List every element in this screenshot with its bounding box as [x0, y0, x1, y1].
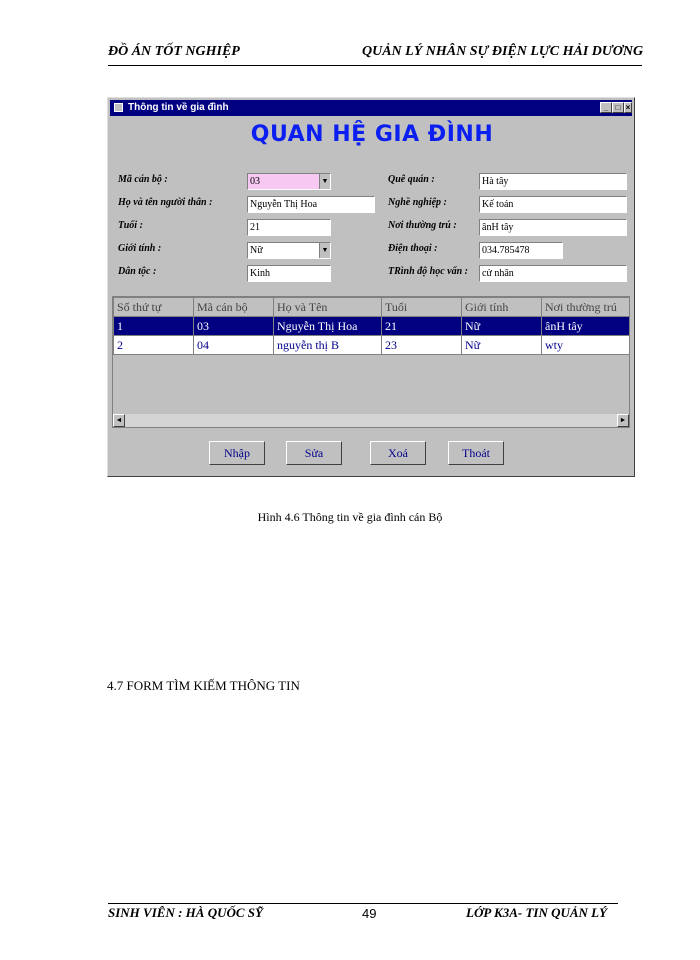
grid-header-row [114, 298, 630, 317]
ho-ten-nguoi-than-input[interactable]: Nguyễn Thị Hoa [247, 196, 375, 213]
footer-right: LỚP K3A- TIN QUẢN LÝ [466, 905, 608, 920]
nghe-nghiep-input[interactable]: Kế toán [479, 196, 627, 213]
header-left: ĐỒ ÁN TỐT NGHIỆP [108, 44, 240, 59]
ma-can-bo-combo[interactable] [247, 173, 331, 190]
grid-cell[interactable]: ânH tây [542, 317, 630, 336]
maximize-button[interactable]: □ [612, 102, 624, 113]
app-icon [114, 103, 123, 112]
scroll-right-icon[interactable]: ► [617, 414, 629, 427]
header-rule [108, 65, 642, 66]
label-tuoi: Tuổi : [118, 220, 143, 231]
grid-cell[interactable]: 2 [114, 336, 194, 355]
label-nghe-nghiep: Nghề nghiệp : [388, 197, 447, 208]
window-titlebar[interactable] [110, 100, 632, 116]
tuoi-input[interactable]: 21 [247, 219, 331, 236]
dien-thoai-input[interactable]: 034.785478 [479, 242, 563, 259]
horizontal-scrollbar[interactable] [113, 414, 629, 427]
figure-caption: Hình 4.6 Thông tin về gia đình cán Bộ [257, 510, 443, 524]
col-header[interactable]: Tuổi [382, 298, 462, 317]
grid-cell[interactable]: 1 [114, 317, 194, 336]
section-heading: 4.7 FORM TÌM KIẾM THÔNG TIN [107, 678, 300, 693]
grid-cell[interactable]: wty [542, 336, 630, 355]
grid-cell[interactable]: Nguyễn Thị Hoa [274, 317, 382, 336]
grid-table [113, 297, 630, 355]
label-gioi-tinh: Giới tính : [118, 243, 162, 254]
footer-rule [108, 903, 618, 904]
trinh-do-hoc-van-input[interactable]: cử nhân [479, 265, 627, 282]
grid-cell[interactable]: Nữ [462, 317, 542, 336]
grid-cell[interactable]: 23 [382, 336, 462, 355]
scroll-left-icon[interactable]: ◄ [113, 414, 125, 427]
sua-button[interactable]: Sửa [286, 441, 342, 465]
noi-thuong-tru-input[interactable]: ânH tây [479, 219, 627, 236]
col-header[interactable]: Giới tính [462, 298, 542, 317]
label-dien-thoai: Điện thoại : [388, 243, 438, 254]
col-header[interactable]: Mã cán bộ [194, 298, 274, 317]
close-button[interactable]: × [625, 103, 631, 112]
chevron-down-icon[interactable]: ▼ [319, 243, 330, 258]
col-header[interactable]: Số thứ tự [114, 298, 194, 317]
minimize-button[interactable]: _ [600, 102, 612, 113]
ma-can-bo-value: 03 [250, 176, 260, 187]
footer-left: SINH VIÊN : HÀ QUỐC SỸ [108, 905, 263, 920]
page-number: 49 [362, 906, 377, 921]
que-quan-input[interactable]: Hà tây [479, 173, 627, 190]
xoa-button[interactable]: Xoá [370, 441, 426, 465]
nhap-button[interactable]: Nhập [209, 441, 265, 465]
table-row[interactable] [114, 317, 630, 336]
thoat-button[interactable]: Thoát [448, 441, 504, 465]
grid-cell[interactable]: Nữ [462, 336, 542, 355]
label-que-quan: Quê quán : [388, 174, 435, 185]
dan-toc-input[interactable]: Kinh [247, 265, 331, 282]
label-dan-toc: Dân tộc : [118, 266, 157, 277]
window-title: Thông tin về gia đình [128, 102, 229, 113]
family-info-window [107, 97, 635, 477]
chevron-down-icon[interactable]: ▼ [319, 174, 330, 189]
table-row[interactable] [114, 336, 630, 355]
gioi-tinh-value: Nữ [250, 245, 263, 256]
gioi-tinh-combo[interactable] [247, 242, 331, 259]
grid-cell[interactable]: 03 [194, 317, 274, 336]
header-right: QUẢN LÝ NHÂN SỰ ĐIỆN LỰC HẢI DƯƠNG [362, 44, 644, 59]
col-header[interactable]: Họ và Tên [274, 298, 382, 317]
family-grid[interactable] [112, 296, 630, 428]
label-trinh-do-hoc-van: TRình độ học vấn : [388, 266, 469, 277]
label-ho-ten-nguoi-than: Họ và tên người thân : [118, 197, 213, 208]
col-header[interactable]: Nơi thường trú [542, 298, 630, 317]
grid-cell[interactable]: nguyễn thị B [274, 336, 382, 355]
label-noi-thuong-tru: Nơi thường trú : [388, 220, 457, 231]
label-ma-can-bo: Mã cán bộ : [118, 174, 168, 185]
grid-cell[interactable]: 21 [382, 317, 462, 336]
grid-cell[interactable]: 04 [194, 336, 274, 355]
form-title: QUAN HỆ GIA ĐÌNH [250, 122, 494, 147]
